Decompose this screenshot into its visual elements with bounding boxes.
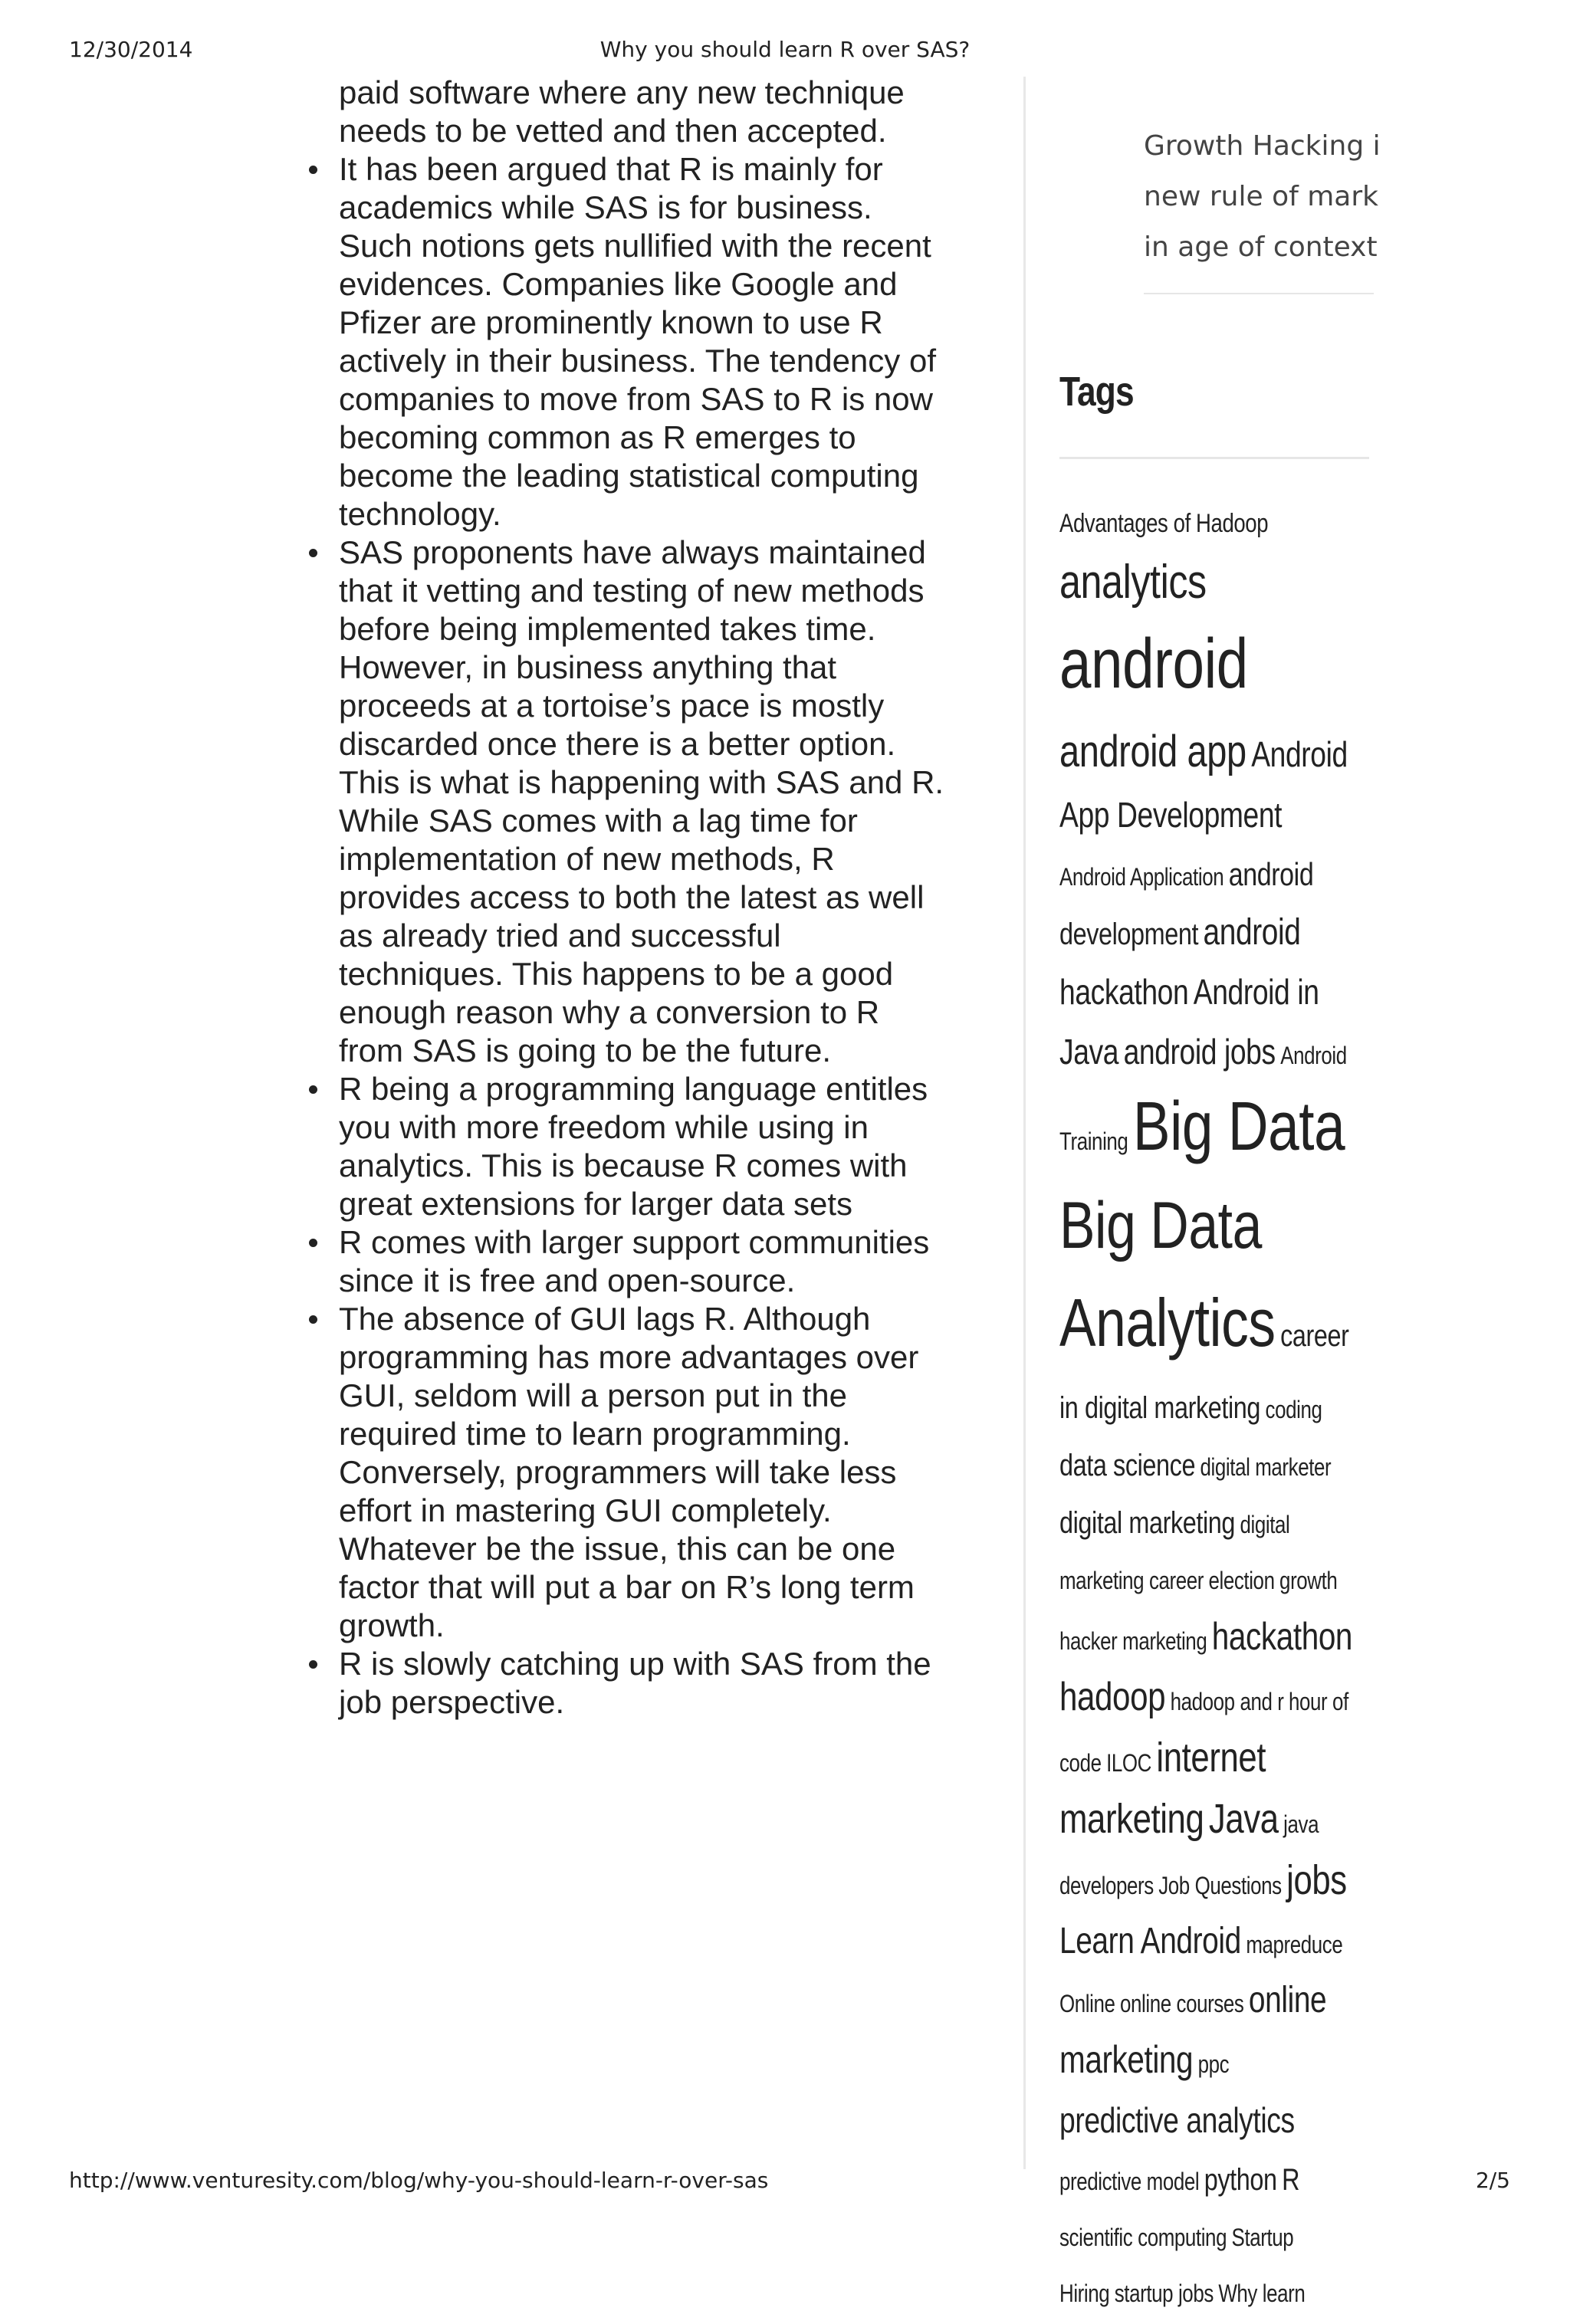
article-text-line: R comes with larger support communities [339,1224,930,1260]
tag-row [1059,1383,1367,1440]
related-post-line: in age of context [1144,231,1378,263]
tag-link[interactable]: Java [1208,1796,1279,1842]
tag-link[interactable]: java [1283,1810,1319,1838]
tag-link[interactable]: Hiring [1059,2280,1110,2307]
tag-link[interactable]: digital marketing [1059,1506,1236,1540]
related-post-line: new rule of mark [1144,181,1378,212]
tag-row [1059,1283,1367,1383]
article-text-line: effort in mastering GUI completely. [339,1492,832,1528]
tag-row [1059,1975,1367,2034]
tag-link[interactable]: hackathon [1211,1615,1353,1658]
tag-link[interactable]: digital [1240,1511,1290,1538]
article-text-line: Pfizer are prominently known to use R [339,304,883,340]
tag-link[interactable]: Why learn [1218,2280,1306,2307]
tag-link[interactable]: code [1059,1749,1102,1777]
tag-row [1059,1498,1367,1555]
tag-row [1059,1440,1367,1498]
tag-link[interactable]: data science [1059,1449,1196,1482]
article-text-line: implementation of new methods, R [339,841,835,877]
article-text-line: become the leading statistical computing [339,458,919,494]
article-text-line: This is what is happening with SAS and R. [339,764,944,800]
print-header [0,37,1570,67]
article-text-line: becoming common as R emerges to [339,419,856,455]
article-text-line: academics while SAS is for business. [339,189,872,225]
tag-link[interactable]: hour of [1289,1688,1348,1715]
tag-link[interactable]: Advantages of Hadoop [1059,509,1269,538]
tag-link[interactable]: analytics [1059,556,1207,609]
tag-row [1059,2268,1367,2324]
related-post-line: Growth Hacking i [1144,130,1381,162]
tag-link[interactable]: internet [1156,1735,1266,1781]
tag-link[interactable]: digital marketer [1200,1453,1332,1481]
article-lead-text [339,74,983,150]
related-post-link[interactable] [1144,121,1450,273]
article-text-line: paid software where any new technique [339,74,905,110]
article-text-line: SAS proponents have always maintained [339,534,926,570]
sidebar [1059,77,1381,2307]
tag-link[interactable]: Big Data [1132,1088,1345,1165]
tag-row [1059,726,1367,789]
article-bullet [307,533,983,1070]
tag-link[interactable]: Big Data [1059,1189,1262,1262]
tag-row [1059,1555,1367,1611]
tag-row [1059,2212,1367,2268]
tag-link[interactable]: Analytics [1059,1285,1276,1361]
tag-link[interactable]: Startup [1231,2224,1294,2251]
tag-link[interactable]: marketing career [1059,1567,1204,1594]
tag-link[interactable]: Android Application [1059,863,1224,891]
related-post-divider [1144,293,1374,294]
article-text-line: Whatever be the issue, this can be one [339,1531,896,1567]
print-page-title: Why you should learn R over SAS? [599,37,971,62]
tag-link[interactable]: Job Questions [1158,1872,1282,1899]
column-divider [1023,77,1026,2169]
article-text-line: Conversely, programmers will take less [339,1454,897,1490]
tag-link[interactable]: android jobs [1123,1032,1276,1072]
article-text-line: factor that will put a bar on R’s long term [339,1569,915,1605]
tag-row [1059,1732,1367,1794]
tag-link[interactable]: android [1203,912,1301,953]
tag-row [1059,1855,1367,1916]
article-text-line: proceeds at a tortoise’s pace is mostly [339,688,885,724]
tag-link[interactable]: hadoop [1059,1675,1166,1719]
article-text-line: from SAS is going to be the future. [339,1032,832,1068]
tag-link[interactable]: startup jobs [1114,2280,1214,2307]
article-text-line: needs to be vetted and then accepted. [339,113,887,149]
article-text-line: It has been argued that R is mainly for [339,151,883,187]
article-text-line: before being implemented takes time. [339,611,876,647]
tag-link[interactable]: android app [1059,727,1246,776]
tag-link[interactable]: online [1248,1980,1327,2020]
article-bullet [307,1070,983,1223]
tag-link[interactable]: android [1228,856,1314,892]
tag-link[interactable]: mapreduce [1246,1931,1343,1958]
article-text-line: R is slowly catching up with SAS from the [339,1646,931,1682]
article-text-line: companies to move from SAS to R is now [339,381,933,417]
tag-row [1059,967,1367,1026]
tag-link[interactable]: Training [1059,1128,1128,1155]
article-text-line: growth. [339,1607,445,1643]
tag-link[interactable]: hadoop and r [1170,1688,1284,1715]
tag-link[interactable]: growth [1279,1567,1338,1594]
tag-link[interactable]: hackathon [1059,972,1189,1012]
article-text-line: required time to learn programming. [339,1416,851,1452]
article-bullet [307,1300,983,1645]
print-date: 12/30/2014 [69,37,193,62]
article-text-line: However, in business anything that [339,649,837,685]
tags-divider [1059,457,1369,459]
tag-link[interactable]: marketing [1059,1796,1204,1842]
article-text-line: Such notions gets nullified with the recent [339,228,931,264]
tag-link[interactable]: developers [1059,1872,1154,1899]
article-text-line: enough reason why a conversion to R [339,994,880,1030]
print-page-number: 2/5 [1475,2168,1510,2193]
article-bullet [307,1223,983,1300]
tag-row [1059,1916,1367,1975]
tag-row [1059,2095,1367,2155]
article-text-line: since it is free and open-source. [339,1262,796,1298]
tag-link[interactable]: online courses [1119,1990,1244,2017]
tag-link[interactable]: scientific computing [1059,2224,1227,2251]
article-text-line: discarded once there is a better option. [339,726,896,762]
tag-link[interactable]: predictive model [1059,2168,1200,2195]
article-text-line: actively in their business. The tendency of [339,343,936,379]
tag-row [1059,908,1367,967]
article-text-line: as already tried and successful [339,917,781,954]
tag-link[interactable]: android [1059,625,1248,703]
tag-cloud [1059,498,1367,2324]
tag-row [1059,1187,1367,1283]
tag-link[interactable]: Android [1251,734,1348,774]
tag-link[interactable]: ILOC [1106,1749,1151,1777]
tag-link[interactable]: jobs [1286,1857,1347,1903]
article-text-line: that it vetting and testing of new methods [339,573,925,609]
tag-link[interactable]: Learn Android [1059,1921,1241,1961]
tag-link[interactable]: development [1059,917,1199,951]
tags-heading: Tags [1059,369,1134,415]
article-text-line: job perspective. [339,1684,565,1720]
tag-row [1059,849,1367,908]
article-text-line: provides access to both the latest as well [339,879,925,915]
tag-link[interactable]: R [1282,2163,1300,2197]
article-text-line: you with more freedom while using in [339,1109,869,1145]
tag-row [1059,1794,1367,1855]
article-text-line: programming has more advantages over [339,1339,919,1375]
tag-row [1059,1672,1367,1732]
article-text-line: While SAS comes with a lag time for [339,803,858,839]
article-bullet [307,150,983,533]
article-bullet [307,1645,983,1722]
article-text-line: technology. [339,496,501,532]
tag-link[interactable]: marketing [1059,2038,1194,2081]
tag-link[interactable]: App Development [1059,795,1283,835]
article-text-line: great extensions for larger data sets [339,1186,853,1222]
tag-row [1059,1611,1367,1672]
tag-link[interactable]: predictive analytics [1059,2100,1295,2140]
article-text-line: analytics. This is because R comes with [339,1147,908,1183]
tag-row [1059,498,1367,554]
tag-link[interactable]: career [1280,1319,1349,1353]
article-text-line: GUI, seldom will a person put in the [339,1377,847,1413]
tag-link[interactable]: ppc [1197,2050,1230,2078]
tag-row [1059,789,1367,849]
tag-link[interactable]: election [1208,1567,1275,1594]
tag-row [1059,554,1367,622]
tag-link[interactable]: hacker marketing [1059,1627,1207,1655]
article-text-line: The absence of GUI lags R. Although [339,1301,871,1337]
article-text-line: techniques. This happens to be a good [339,956,894,992]
tag-link[interactable]: Online [1059,1990,1115,2017]
tag-link[interactable]: Android in [1193,972,1319,1012]
article-text-line: R being a programming language entitles [339,1071,928,1107]
tag-row [1059,622,1367,726]
print-url: http://www.venturesity.com/blog/why-you-should-learn-r-over-sas [69,2168,769,2193]
tag-link[interactable]: in digital marketing [1059,1391,1261,1425]
tag-link[interactable]: Android [1280,1042,1347,1069]
print-footer [0,2168,1570,2198]
tag-link[interactable]: coding [1265,1396,1322,1423]
tag-row [1059,1026,1367,1086]
tag-link[interactable]: Java [1059,1032,1119,1072]
tag-row [1059,2034,1367,2095]
article-text-line: evidences. Companies like Google and [339,266,898,302]
article-bullet-list [307,150,997,1722]
tag-link[interactable]: python [1204,2163,1277,2197]
tag-row [1059,1086,1367,1187]
article-body [307,74,997,1722]
